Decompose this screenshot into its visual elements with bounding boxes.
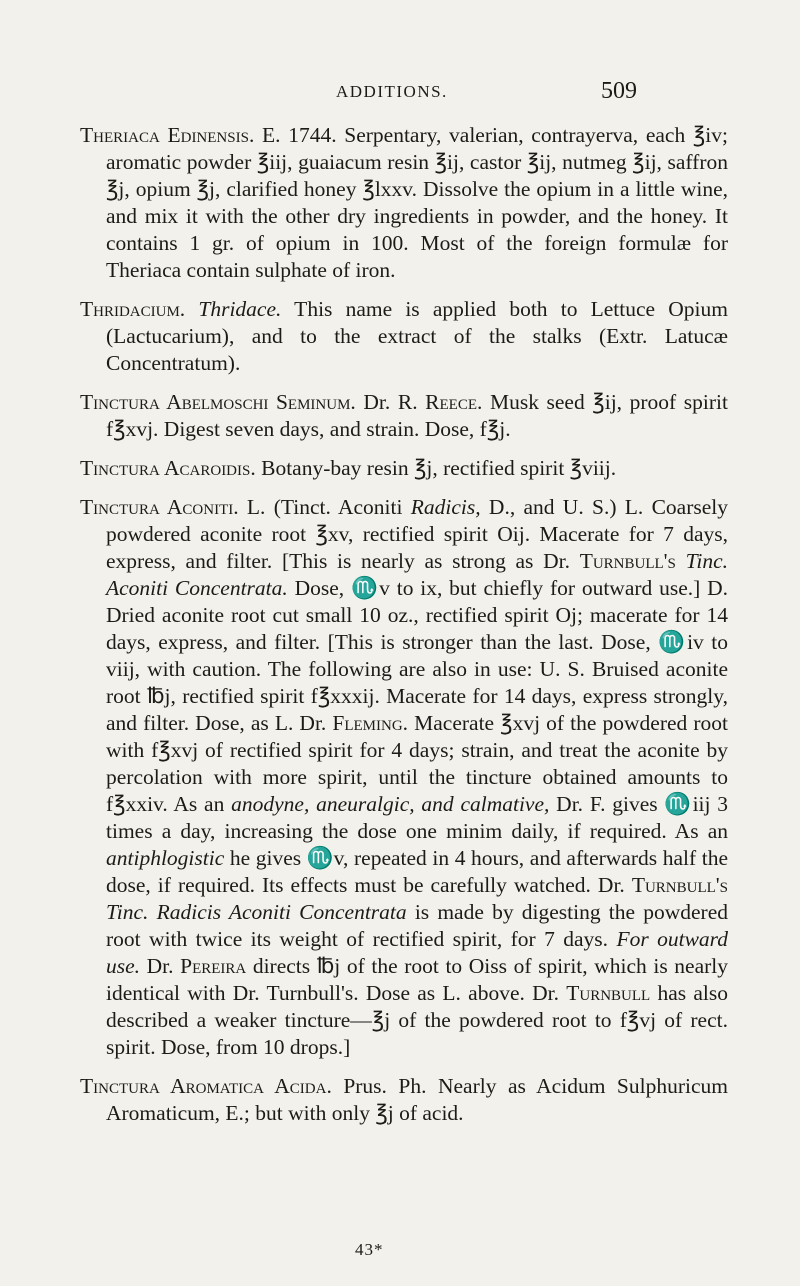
- entry-italic: Radicis,: [410, 495, 481, 519]
- entry-term: Tinctura Acaroidis.: [80, 456, 256, 480]
- entry-text: L. (Tinct. Aconiti: [238, 495, 411, 519]
- entry-italic: Tinc. Aconiti Concentrata.: [106, 549, 728, 600]
- entry-text: Dr.: [140, 954, 181, 978]
- entry-text: is made by digesting the powdered root with twice its weight of rectified spirit, for 7 days.: [106, 900, 728, 951]
- author-name: Pereira: [180, 954, 247, 978]
- entry-term: Tinctura Aromatica Acida.: [80, 1074, 332, 1098]
- entry-text: Dr.: [355, 390, 398, 414]
- entry-text: D., and U. S.) L. Coarsely powdered aconite root ℥xv, rectified spirit Oij. Macerate for 7 days, express, and filter. [This is nearly as strong as Dr.: [106, 495, 728, 573]
- author-name: Turnbull's: [579, 549, 676, 573]
- entry-text: he gives ♏v, repeated in 4 hours, and afterwards half the dose, if required. Its effects must be carefully watched. Dr.: [106, 846, 728, 897]
- entry-tinctura-abelmoschi: [80, 389, 728, 443]
- entry-text: This name is applied both to Lettuce Opium (Lactucarium), and to the extract of the stalks (Extr. Latucæ Concentratum).: [106, 297, 728, 375]
- entry-text: Botany-bay resin ℥j, rectified spirit ℥viij.: [255, 456, 617, 480]
- entry-text: directs ℔j of the root to Oiss of spirit, which is nearly identical with Dr. Turnbull's. Dose as L. above. Dr.: [106, 954, 729, 1005]
- entry-tinctura-aromatica-acida: [80, 1073, 728, 1127]
- running-head: ADDITIONS.: [336, 82, 448, 101]
- entry-text: Dr. F. gives ♏iij 3 times a day, increasing the dose one minim daily, if required. As an: [106, 792, 729, 843]
- entry-text: Prus. Ph. Nearly as Acidum Sulphuricum Aromaticum, E.; but with only ℥j of acid.: [106, 1074, 728, 1125]
- entry-thridacium: [80, 296, 728, 377]
- entry-text: [676, 549, 686, 573]
- page-body: [80, 122, 728, 1139]
- entry-italic: Tinc. Radicis Aconiti Concentrata: [106, 900, 407, 924]
- author-name: Turnbull: [566, 981, 651, 1005]
- entry-italic: Thridace.: [198, 297, 282, 321]
- entry-tinctura-acaroidis: [80, 455, 728, 482]
- entry-text: E. 1744. Serpentary, valerian, contrayerva, each ℥iv; aromatic powder ℥iij, guaiacum resin ℥ij, castor ℥ij, nutmeg ℥ij, saffron ℥j, opium ℥j, clarified honey ℥lxxv. Dissolve the opium in a little wine, and mix it with the other dry ingredients in powder, and the honey. It contains 1 gr. of opium in 100. Most of the foreign formulæ for Theriaca contain sulphate of iron.: [106, 123, 728, 282]
- entry-italic: anodyne, aneuralgic, and calmative,: [231, 792, 550, 816]
- entry-theriaca-edinensis: [80, 122, 728, 284]
- author-name: Turnbull's: [631, 873, 728, 897]
- page-number: 509: [601, 78, 637, 104]
- author-name: Fleming.: [332, 711, 409, 735]
- entry-term: Tinctura Aconiti.: [80, 495, 239, 519]
- entry-term: Theriaca Edinensis.: [80, 123, 255, 147]
- entry-text: Dose, ♏v to ix, but chiefly for outward use.] D. Dried aconite root cut small 10 oz., rectified spirit Oj; macerate for 14 days, express, and filter. [This is stronger than the last. Dose, ♏iv to viij, with caution. The following are also in use: U. S. Bruised aconite root ℔j, rectified spirit f℥xxxij. Macerate for 14 days, express strongly, and filter. Dose, as L. Dr.: [106, 576, 729, 735]
- entry-text: [185, 297, 198, 321]
- entry-term: Thridacium.: [80, 297, 186, 321]
- entry-italic: antiphlogistic: [106, 846, 225, 870]
- entry-text: has also described a weaker tincture—℥j of the powdered root to f℥vj of rect. spirit. Dose, from 10 drops.]: [106, 981, 728, 1059]
- page-header: [0, 78, 800, 108]
- author-name: R. Reece.: [397, 390, 483, 414]
- entry-italic: For outward use.: [106, 927, 728, 978]
- entry-tinctura-aconiti: [80, 494, 728, 1061]
- entry-term: Tinctura Abelmoschi Seminum.: [80, 390, 356, 414]
- signature-mark: 43*: [355, 1240, 384, 1259]
- entry-text: Musk seed ℥ij, proof spirit f℥xvj. Digest seven days, and strain. Dose, f℥j.: [106, 390, 728, 441]
- entry-text: Macerate ℥xvj of the powdered root with f℥xvj of rectified spirit for 4 days; strain, and treat the aconite by percolation with more spirit, until the tincture obtained amounts to f℥xxiv. As an: [106, 711, 728, 816]
